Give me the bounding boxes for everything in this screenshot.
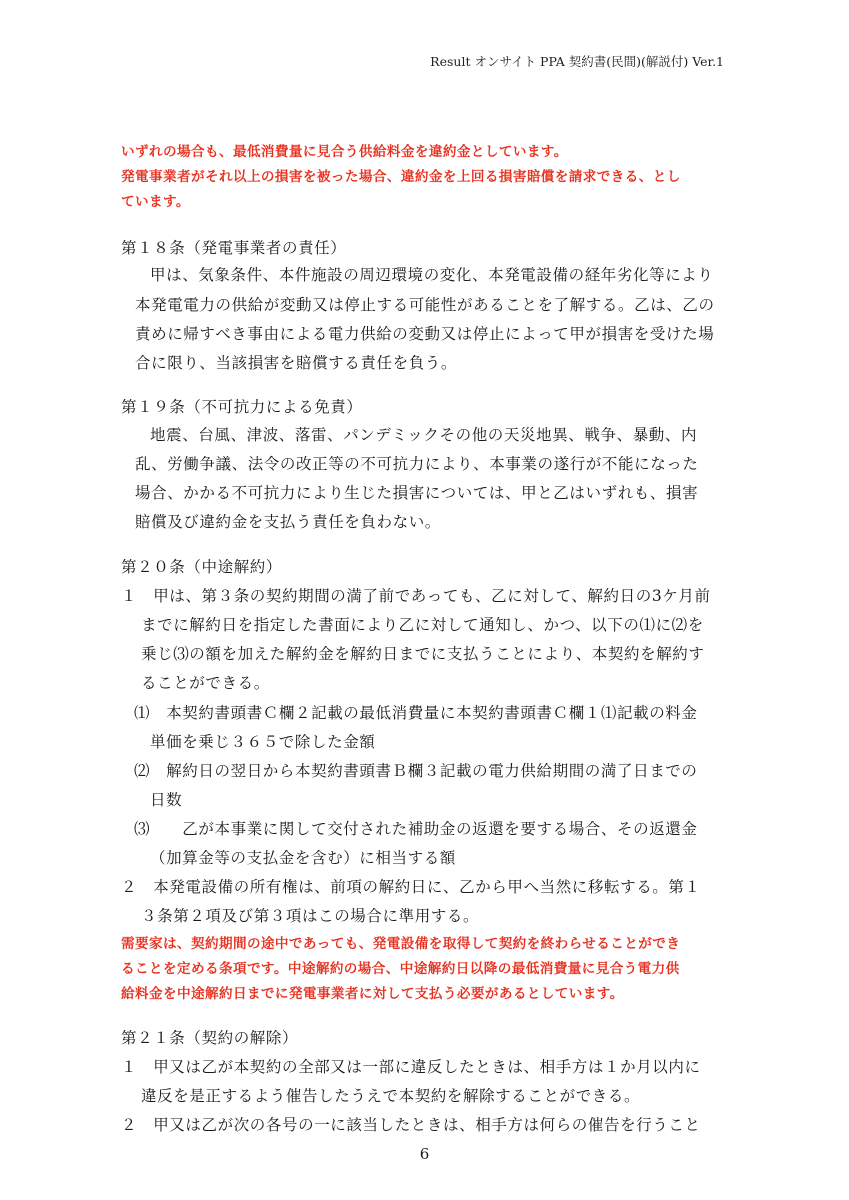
article-19-line: 賠償及び違約金を支払う責任を負わない。 — [135, 513, 441, 531]
article-20-item: ⑶ 乙が本事業に関して交付された補助金の返還を要する場合、その返還金 — [134, 820, 698, 838]
note-line: いずれの場合も、最低消費量に見合う供給料金を違約金としています。 — [121, 144, 568, 160]
article-20-line: １ 甲は、第３条の契約期間の満了前であっても、乙に対して、解約日の3ケ月前 — [121, 587, 711, 605]
article-21-line: １ 甲又は乙が本契約の全部又は一部に違反したときは、相手方は１か月以内に — [121, 1058, 701, 1076]
article-21-line: ２ 甲又は乙が次の各号の一に該当したときは、相手方は何らの催告を行うこと — [121, 1116, 701, 1134]
note-line: 需要家は、契約期間の途中であっても、発電設備を取得して契約を終わらせることができ — [121, 936, 681, 952]
article-19-line: 乱、労働争議、法令の改正等の不可抗力により、本事業の遂行が不能になった — [135, 455, 699, 473]
article-21-title: 第２１条（契約の解除） — [121, 1029, 299, 1047]
article-20-item: 単価を乗じ３６５で除した金額 — [150, 733, 376, 751]
note-line: ることを定める条項です。中途解約の場合、中途解約日以降の最低消費量に見合う電力供 — [121, 961, 680, 977]
page-number: 6 — [419, 1145, 430, 1163]
article-18-line: 本発電電力の供給が変動又は停止する可能性があることを了解する。乙は、乙の — [135, 296, 715, 314]
article-20-item: （加算金等の支払金を含む）に相当する額 — [150, 849, 456, 867]
article-18-line: 甲は、気象条件、本件施設の周辺環境の変化、本発電設備の経年劣化等により — [150, 266, 714, 284]
article-20-line: ることができる。 — [141, 674, 270, 692]
running-header: Result オンサイト PPA 契約書(民間)(解説付) Ver.1 — [430, 54, 724, 69]
note-line: 給料金を中途解約日までに発電事業者に対して支払う必要があるとしています。 — [121, 986, 624, 1002]
article-20-line: ３条第２項及び第３項はこの場合に準用する。 — [141, 907, 480, 925]
article-20-item: ⑴ 本契約書頭書Ｃ欄２記載の最低消費量に本契約書頭書Ｃ欄１⑴記載の料金 — [134, 704, 698, 722]
article-18-title: 第１８条（発電事業者の責任） — [121, 239, 347, 257]
article-20-line: までに解約日を指定した書面により乙に対して通知し、かつ、以下の⑴に⑵を — [141, 616, 704, 634]
article-20-item: ⑵ 解約日の翌日から本契約書頭書Ｂ欄３記載の電力供給期間の満了日までの — [134, 762, 698, 780]
article-18-line: 責めに帰すべき事由による電力供給の変動又は停止によって甲が損害を受けた場 — [135, 325, 715, 343]
note-line: ています。 — [121, 194, 190, 210]
note-line: 発電事業者がそれ以上の損害を被った場合、違約金を上回る損害賠償を請求できる、とし — [121, 169, 681, 185]
article-21-line: 違反を是正するよう催告したうえで本契約を解除することができる。 — [141, 1087, 641, 1105]
article-20-item: 日数 — [150, 791, 183, 809]
article-19-line: 地震、台風、津波、落雷、パンデミックその他の天災地異、戦争、暴動、内 — [150, 426, 698, 444]
article-20-line: ２ 本発電設備の所有権は、前項の解約日に、乙から甲へ当然に移転する。第１ — [121, 878, 701, 896]
article-19-line: 場合、かかる不可抗力により生じた損害については、甲と乙はいずれも、損害 — [135, 484, 699, 502]
article-18-line: 合に限り、当該損害を賠償する責任を負う。 — [135, 354, 458, 372]
article-20-title: 第２０条（中途解約） — [121, 558, 283, 576]
article-20-line: 乗じ⑶の額を加えた解約金を解約日までに支払うことにより、本契約を解約す — [141, 645, 705, 663]
article-19-title: 第１９条（不可抗力による免責） — [121, 398, 363, 416]
